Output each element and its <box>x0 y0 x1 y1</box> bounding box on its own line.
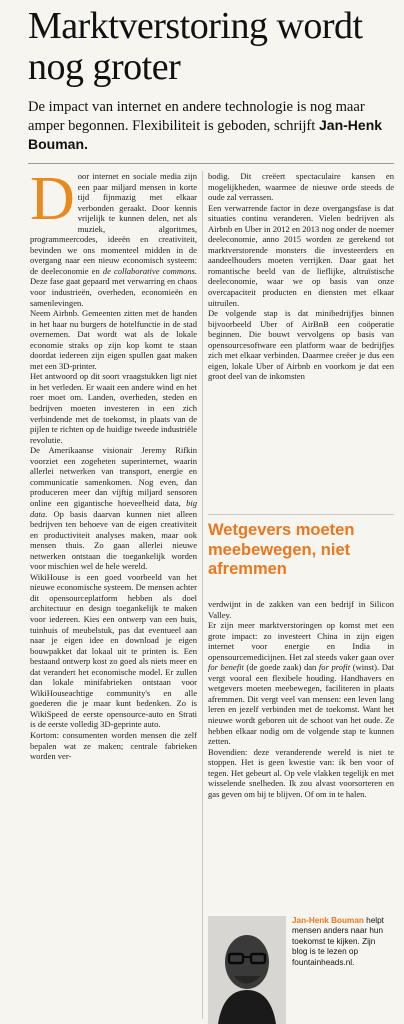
author-box <box>208 916 394 1024</box>
paragraph-1-tail: Deze fase gaat gepaard met verwarring en chaos voor industrieën, overheden, economieën en samenlevingen. <box>30 276 197 308</box>
paragraph-11-emphasis-2: for profit <box>318 662 351 673</box>
paragraph-11-tail: (winst). Dat vergt vooral een flexibele houding. Handhavers en wetgevers moeten meebewegen, faciliteren in plaats afremmen. Dit vergt veel van mensen: een leven lang leren en jezelf verbinden met de toekomst. Want het nieuwe wordt geboren uit de schoot van het oude. Ze hebben elkaar nodig om de volgende stap te kunnen zetten. <box>208 662 395 747</box>
paragraph-2: Neem Airbnb. Gemeenten zitten met de handen in het haar nu burgers de hotelfunctie in de stad overnemen. Dat wordt wat als de lokale economie straks op zijn kop komt te staan doordat iedereen zijn eigen spullen gaat maken met een 3D-printer. <box>30 308 197 371</box>
paragraph-11-mid: (de goede zaak) dan <box>246 662 317 673</box>
paragraph-5: WikiHouse is een goed voorbeeld van het nieuwe economische systeem. De mensen achter dit opensourceplatform hebben als doel architectuur en design toegankelijk te maken voor iedereen. Kies een ontwerp van een huis, tuinhuis of meubelstuk, pas dat eventueel aan naar je eigen idee en download je eigen bouwpakket dat lokaal uit te printen is. Een bestaand ontwerp kost zo goed als niets meer en dat verandert het economische model. Er zullen dan lokale minifabrieken ontstaan voor WikiHouseachtige community's en alle goederen die je maar kunt bedenken. Zo is WikiSpeed de eerste opensource-auto en Strati is de eerste volledig 3D-geprinte auto. <box>30 571 197 730</box>
paragraph-4 <box>30 445 197 572</box>
column-2 <box>208 171 394 382</box>
paragraph-1-emphasis: de collaborative commons. <box>102 265 198 276</box>
paragraph-9: De volgende stap is dat minibedrijfjes binnen bijvoorbeeld Uber of AirBnB een coöperatie beginnen. Die bouwt vervolgens op basis van opensourcesoftware een platform waar de bedrijfjes zich met elkaar verbinden. Daarmee creëer je dus een eigen, lokale Uber of Airbnb en voorkom je dat een groot deel van de inkomsten <box>208 308 394 382</box>
article-subheading: Wetgevers moeten meebewegen, niet afremmen <box>208 521 355 578</box>
paragraph-6: Kortom: consumenten worden mensen die zelf bepalen wat ze maken; centrale fabrieken worden ver- <box>30 729 197 762</box>
paragraph-12: Bovendien: deze veranderende wereld is niet te stoppen. Het is geen kwestie van: ik ben voor of tegen. Het gebeurt al. Op vele vlakken tegelijk en met wisselende snelheden. Ik zou alvast voorsorteren en gas geven om bij te blijven. Of om in te halen. <box>208 746 394 799</box>
article-lede <box>28 98 394 154</box>
paragraph-11-text: Er zijn meer marktverstoringen op komst met een grote impact: zo investeert China in zijn eigen internet voor energie en India in opensourcemedicijnen. Het zal steeds vaker gaan over <box>208 620 394 662</box>
column-1 <box>30 165 198 762</box>
author-bio <box>292 916 392 968</box>
drop-cap: D <box>30 165 75 233</box>
subhead-divider <box>208 514 394 515</box>
paragraph-8: Een verwarrende factor in deze overgangsfase is dat situaties continu veranderen. Vielen bedrijven als Airbnb en Uber in 2012 en 2013 nog onder de noemer deeleconomie, anno 2015 worden ze gerekend tot marktverstorende monsters die investeerders en aandeelhouders moeten verrijken. Daar gaat het romantische beeld van de lieflijke, altruïstische deeleconomie, waar we op basis van onze overcapaciteit producten en diensten met elkaar uitruilen. <box>208 202 394 308</box>
paragraph-11 <box>208 620 394 747</box>
lede-text: De impact van internet en andere technologie is nog maar amper begonnen. Flexibiliteit is geboden, schrijft <box>28 99 365 134</box>
paragraph-7: bodig. Dit creëert spectaculaire kansen en mogelijkheden, waarmee de nieuwe orde steeds de oude zal verrassen. <box>208 171 394 203</box>
column-2-continued <box>208 599 394 799</box>
paragraph-10: verdwijnt in de zakken van een bedrijf in Silicon Valley. <box>208 599 394 620</box>
column-divider <box>202 171 203 1019</box>
article-headline: Marktverstoring wordt nog groter <box>28 5 363 88</box>
author-portrait <box>208 916 286 1024</box>
lede-divider <box>28 163 394 164</box>
paragraph-4-text: De Amerikaanse visionair Jeremy Rifkin voorziet een zogeheten superinternet, waarin allerlei netwerken van transport, energie en communicatie samenkomen. Nog even, dan produceren meer dan vijftig miljard sensoren online een gigantische hoeveelheid data, <box>30 445 197 508</box>
paragraph-1 <box>30 165 198 308</box>
author-bio-text: helpt mensen anders naar hun toekomst te kijken. Zijn blog is te lezen op fountainheads.nl. <box>292 916 384 967</box>
paragraph-3: Het antwoord op dit soort vraagstukken ligt niet in het verleden. Er waait een andere wind en het roer moet om. Landen, overheden, steden en bedrijven moeten investeren in een zich verbindende met de toekomst, in plaats van de pijlen te richten op de huidige tweede industriële revolutie. <box>30 371 197 445</box>
paragraph-11-emphasis-1: for benefit <box>208 662 244 673</box>
paragraph-4-tail: Op basis daarvan kunnen niet alleen bedrijven ten behoeve van de eigen creativiteit en productiviteit analyses maken, maar ook mensen thuis. Zo gaan allerlei nieuwe netwerken ontstaan die toegankelijk worden voor mischien wel de hele wereld. <box>30 508 198 572</box>
paragraph-4-emphasis: big data. <box>30 497 198 519</box>
paragraph-1-text: oor internet en sociale media zijn een paar miljard mensen in korte tijd fijnmazig met elkaar verbonden geraakt. Door kennis vrijelijk te kunnen delen, net als muziek, algoritmes, programmeercodes, ideeën en creativiteit, bevinden we ons momenteel midden in de overgang naar een nieuw economisch systeem: de deeleconomie en <box>30 171 197 276</box>
author-name: Jan-Henk Bouman <box>292 916 364 925</box>
lede-author: Jan-Henk Bouman. <box>28 117 383 152</box>
